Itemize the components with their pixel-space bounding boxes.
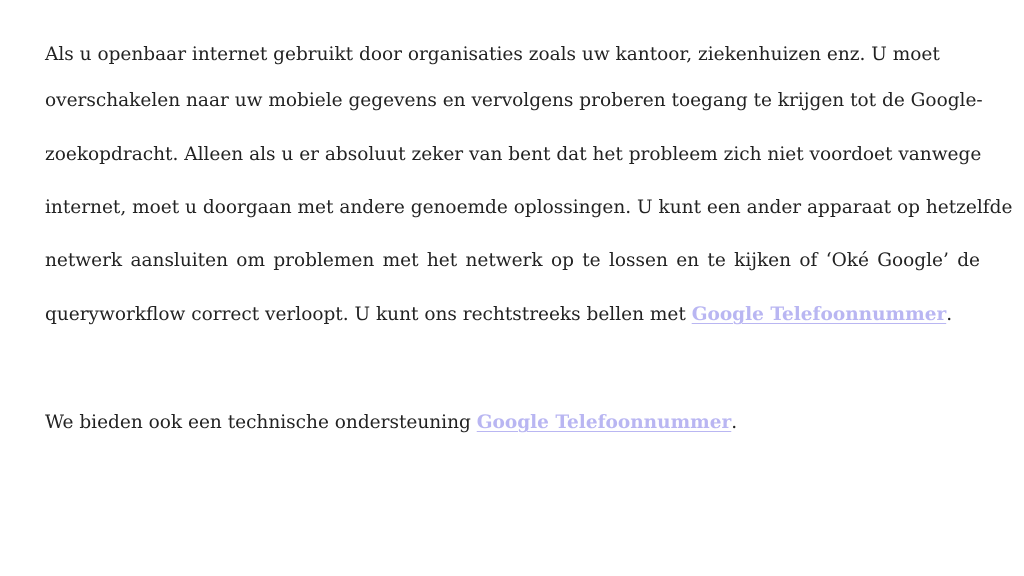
period: . xyxy=(731,412,738,433)
paragraph-line: Als u openbaar internet gebruikt door organisaties zoals uw kantoor, ziekenhuizen enz. U moet xyxy=(45,44,940,65)
google-telefoonnummer-link-2[interactable]: Google Telefoonnummer xyxy=(476,412,732,433)
paragraph-last-line xyxy=(45,303,980,327)
paragraph-line: internet, moet u doorgaan met andere genoemde oplossingen. U kunt een ander apparaat op hetzelfde xyxy=(45,197,1013,218)
paragraph-text: queryworkflow correct verloopt. U kunt ons rechtstreeks bellen met xyxy=(45,304,692,325)
paragraph-line: netwerk aansluiten om problemen met het netwerk op te lossen en te kijken of ‘Oké Google’ de xyxy=(45,250,980,271)
paragraph-line: zoekopdracht. Alleen als u er absoluut zeker van bent dat het probleem zich niet voordoet vanwege xyxy=(45,144,982,165)
google-telefoonnummer-link[interactable]: Google Telefoonnummer xyxy=(691,304,947,325)
paragraph-line: overschakelen naar uw mobiele gegevens en vervolgens proberen toegang te krijgen tot de Google- xyxy=(45,90,983,111)
period: . xyxy=(946,304,953,325)
paragraph-support xyxy=(45,411,980,435)
paragraph-text: We bieden ook een technische ondersteuning xyxy=(45,412,477,433)
